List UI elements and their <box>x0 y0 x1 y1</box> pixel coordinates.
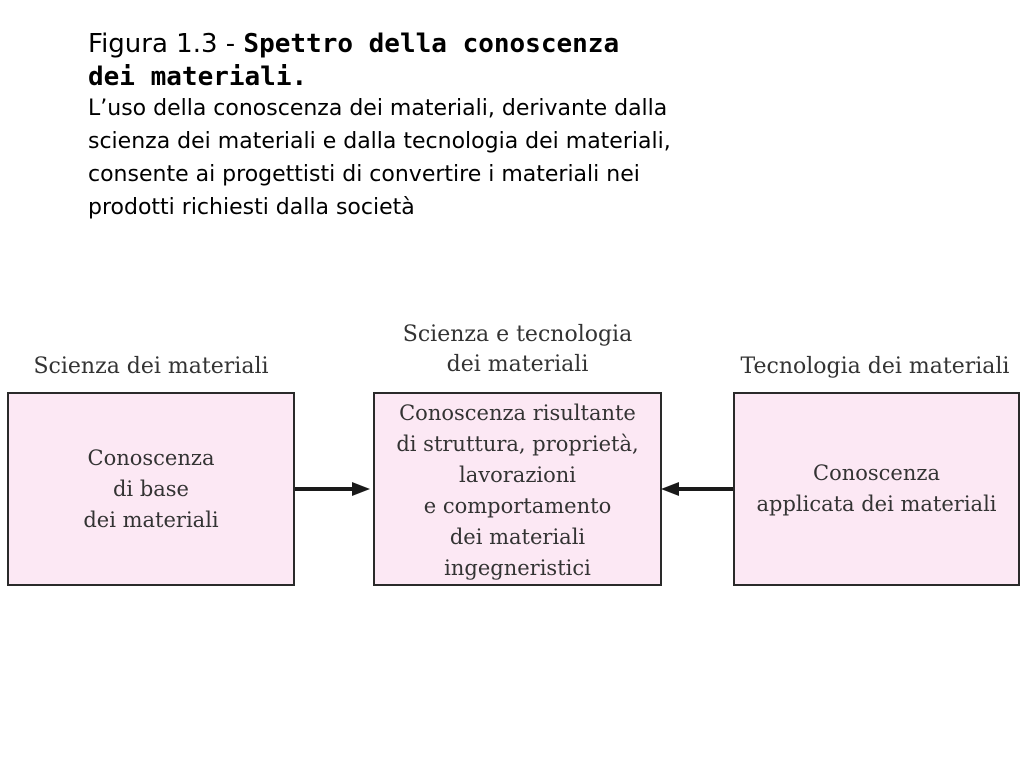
box-text-line: ingegneristici <box>444 556 591 580</box>
middle-heading-line: dei materiali <box>446 352 589 377</box>
figure-number: Figura 1.3 - <box>88 29 244 59</box>
middle-heading-line: Scienza e tecnologia <box>402 322 633 347</box>
left-column-heading: Scienza dei materiali <box>33 354 269 379</box>
figure-title-continued: dei materiali. <box>88 62 308 92</box>
box-text-line: applicata dei materiali <box>756 492 997 516</box>
box-text-line: e comportamento <box>423 494 612 518</box>
box-text-line: lavorazioni <box>459 463 576 487</box>
box-text-line: Conoscenza <box>813 461 940 485</box>
box-text-line: dei materiali <box>83 507 219 532</box>
box-text-line: di base <box>112 476 189 501</box>
box-text-line: di struttura, proprietà, <box>396 432 639 456</box>
right-to-middle-arrow <box>661 482 733 496</box>
box-text-line: dei materiali <box>449 525 586 549</box>
caption-body-line: consente ai progettisti di convertire i materiali nei <box>88 162 640 187</box>
right-column-heading: Tecnologia dei materiali <box>740 354 1010 379</box>
caption-body-line: L’uso della conoscenza dei materiali, derivante dalla <box>88 96 668 121</box>
figure-title: Spettro della conoscenza <box>243 29 620 59</box>
box-text-line: Conoscenza risultante <box>399 401 636 425</box>
left-to-middle-arrow <box>295 482 370 496</box>
caption-body-line: prodotti richiesti dalla società <box>88 195 415 220</box>
caption-body-line: scienza dei materiali e dalla tecnologia dei materiali, <box>88 129 671 154</box>
box-text-line: Conoscenza <box>87 445 215 470</box>
